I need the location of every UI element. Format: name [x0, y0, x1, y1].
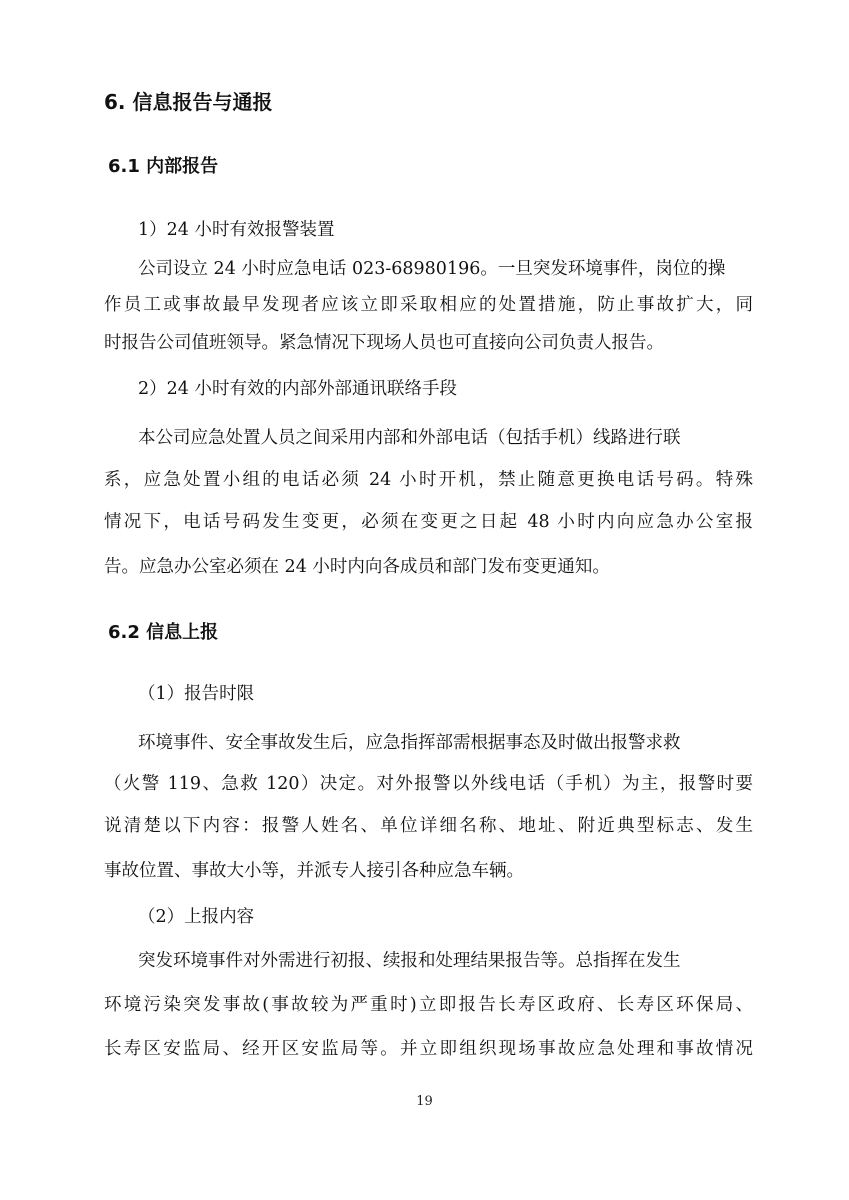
page-number: 19	[416, 1094, 433, 1109]
subsection-heading-6-2: 6.2 信息上报	[108, 622, 219, 643]
section-heading-6: 6. 信息报告与通报	[104, 90, 273, 114]
paragraph-line: （火警 119、急救 120）决定。对外报警以外线电话（手机）为主，报警时要	[104, 774, 753, 794]
subsection-heading-6-1: 6.1 内部报告	[108, 156, 219, 177]
item-title: 1）24 小时有效报警装置	[138, 220, 335, 240]
item-title: 2）24 小时有效的内部外部通讯联络手段	[138, 379, 457, 399]
paragraph-line: 时报告公司值班领导。紧急情况下现场人员也可直接向公司负责人报告。	[104, 333, 664, 353]
paragraph-line: 环境污染突发事故(事故较为严重时)立即报告长寿区政府、长寿区环保局、	[104, 995, 753, 1015]
paragraph-line: 告。应急办公室必须在 24 小时内向各成员和部门发布变更通知。	[104, 557, 610, 577]
paragraph-line: 公司设立 24 小时应急电话 023-68980196。一旦突发环境事件，岗位的操	[138, 259, 726, 279]
paragraph-line: 说清楚以下内容：报警人姓名、单位详细名称、地址、附近典型标志、发生	[104, 816, 753, 836]
paragraph-line: 本公司应急处置人员之间采用内部和外部电话（包括手机）线路进行联	[138, 428, 681, 448]
paragraph-line: 长寿区安监局、经开区安监局等。并立即组织现场事故应急处理和事故情况	[104, 1039, 753, 1059]
paragraph-line: 系，应急处置小组的电话必须 24 小时开机，禁止随意更换电话号码。特殊	[104, 470, 753, 490]
paragraph-line: 情况下，电话号码发生变更，必须在变更之日起 48 小时内向应急办公室报	[104, 512, 753, 532]
paragraph-line: 环境事件、安全事故发生后，应急指挥部需根据事态及时做出报警求救	[138, 733, 681, 753]
paragraph-line: 突发环境事件对外需进行初报、续报和处理结果报告等。总指挥在发生	[138, 951, 681, 971]
item-title: （1）报告时限	[138, 684, 255, 704]
paragraph-line: 事故位置、事故大小等，并派专人接引各种应急车辆。	[104, 861, 524, 881]
item-title: （2）上报内容	[138, 907, 255, 927]
paragraph-line: 作员工或事故最早发现者应该立即采取相应的处置措施，防止事故扩大，同	[104, 295, 753, 315]
